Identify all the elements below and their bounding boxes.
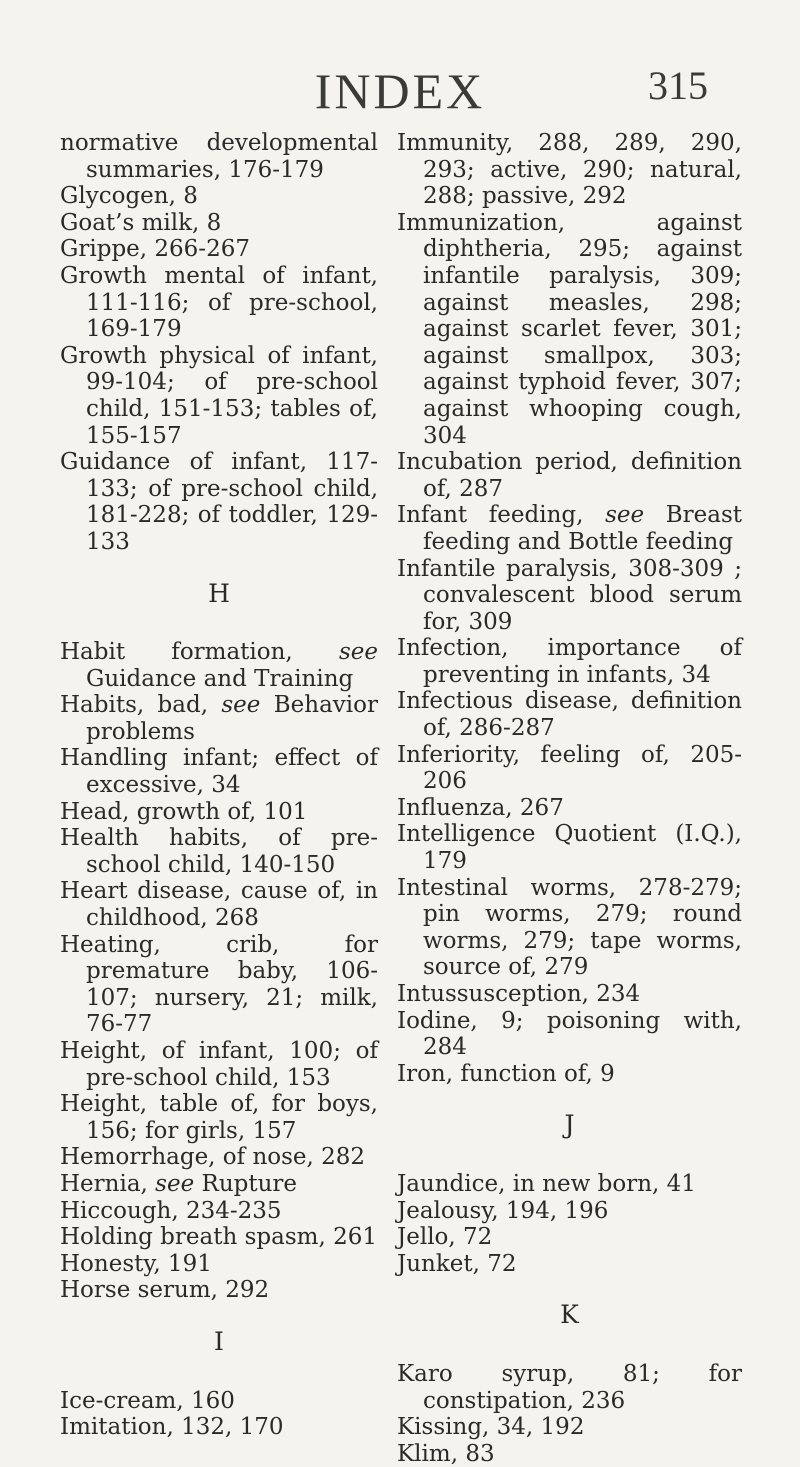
index-entry: Heating, crib, for premature baby, 106-107; nursery, 21; milk, 76-77 (60, 931, 378, 1038)
index-entry: Ice-cream, 160 (60, 1387, 235, 1414)
section-letter-h: H (208, 578, 230, 608)
index-entry (60, 639, 378, 692)
see-reference: see (155, 1170, 195, 1197)
index-entry: Holding breath spasm, 261 (60, 1224, 377, 1251)
entry-text: Rupture (194, 1170, 298, 1197)
left-column (60, 130, 378, 1441)
index-entry: Horse serum, 292 (60, 1277, 270, 1304)
index-entry: Iron, function of, 9 (397, 1060, 615, 1087)
index-entry: Immunity, 288, 289, 290, 293; active, 290; natural, 288; passive, 292 (397, 130, 742, 210)
index-entry: Honesty, 191 (60, 1250, 212, 1277)
index-entry: normative developmental summaries, 176-179 (60, 130, 378, 183)
index-entry: Glycogen, 8 (60, 183, 198, 210)
index-entry: Guidance of infant, 117-133; of pre-school child, 181-228; of toddler, 129-133 (60, 449, 378, 555)
index-entry: Iodine, 9; poisoning with, 284 (397, 1007, 742, 1061)
index-entry: Immunization, against diphtheria, 295; against infantile paralysis, 309; against measles, 298; against scarlet fever, 301; against smallpox, 303; against typhoid fever, 307; against whooping cough, 304 (397, 209, 742, 449)
index-entry: Growth physical of infant, 99-104; of pre-school child, 151-153; tables of, 155-157 (60, 342, 378, 449)
index-entry: Intelligence Quotient (I.Q.), 179 (397, 821, 742, 875)
entry-text: Guidance and Training (86, 665, 354, 692)
index-entry: Infection, importance of preventing in infants, 34 (397, 635, 742, 688)
index-entry (60, 692, 378, 745)
index-entry: Klim, 83 (397, 1440, 495, 1467)
index-entry: Infectious disease, definition of, 286-287 (397, 688, 742, 742)
index-entry: Infantile paralysis, 308-309 ; convalescent blood serum for, 309 (397, 555, 742, 635)
index-entry: Junket, 72 (397, 1250, 517, 1277)
index-entry: Inferiority, feeling of, 205-206 (397, 741, 742, 795)
index-entry: Jealousy, 194, 196 (397, 1197, 609, 1224)
section-letter-j: J (564, 1110, 575, 1140)
page-title: INDEX (314, 63, 486, 119)
index-entry: Height, of infant, 100; of pre-school child, 153 (60, 1038, 378, 1091)
index-entry: Hiccough, 234-235 (60, 1197, 282, 1224)
index-entry (397, 502, 742, 555)
index-entry (60, 1171, 378, 1198)
entry-text: Habits, bad, (60, 692, 222, 719)
index-entry: Intussusception, 234 (397, 981, 641, 1007)
index-entry: Goat’s milk, 8 (60, 209, 222, 236)
entry-text: Habit formation, (60, 639, 339, 666)
index-entry: Health habits, of pre-school child, 140-150 (60, 825, 378, 878)
index-entry: Intestinal worms, 278-279; pin worms, 279; round worms, 279; tape worms, source of, 279 (397, 874, 742, 981)
index-entry: Jaundice, in new born, 41 (397, 1170, 696, 1197)
right-column (397, 130, 742, 1467)
index-entry: Growth mental of infant, 111-116; of pre-school, 169-179 (60, 262, 378, 343)
index-entry: Hemorrhage, of nose, 282 (60, 1144, 366, 1171)
index-entry: Incubation period, definition of, 287 (397, 449, 742, 502)
entry-text: Hernia, (60, 1170, 156, 1197)
index-entry: Handling infant; effect of excessive, 34 (60, 745, 378, 799)
section-letter-i: I (214, 1326, 224, 1356)
index-entry: Height, table of, for boys, 156; for girls, 157 (60, 1091, 378, 1144)
index-entry: Influenza, 267 (397, 794, 564, 821)
index-entry: Grippe, 266-267 (60, 236, 250, 263)
index-entry: Jello, 72 (397, 1224, 493, 1251)
entry-text: Behavior problems (86, 692, 378, 745)
index-entry: Heart disease, cause of, in childhood, 268 (60, 878, 378, 932)
see-reference: see (221, 692, 261, 719)
see-reference: see (605, 502, 645, 529)
index-entry: Kissing, 34, 192 (397, 1414, 585, 1441)
index-entry: Head, growth of, 101 (60, 798, 308, 825)
section-letter-k: K (560, 1300, 579, 1330)
see-reference: see (338, 639, 378, 666)
entry-text: Breast feeding and Bottle feeding (423, 502, 742, 555)
page-number: 315 (648, 63, 708, 108)
index-entry: Imitation, 132, 170 (60, 1414, 284, 1441)
index-entry: Karo syrup, 81; for constipation, 236 (397, 1360, 742, 1414)
entry-text: Infant feeding, (397, 502, 606, 529)
